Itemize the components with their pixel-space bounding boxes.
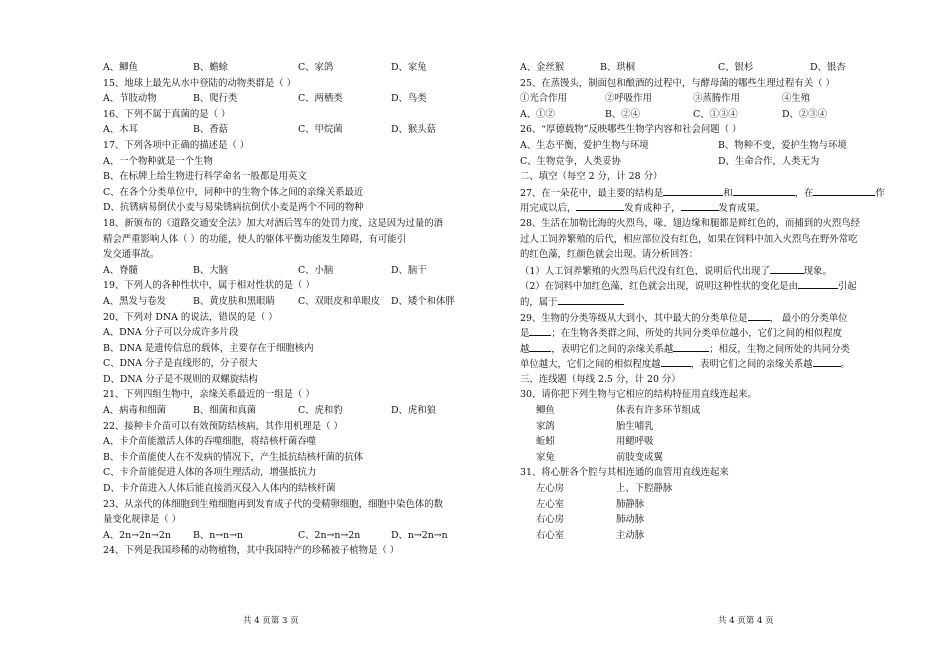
option-c: C、甲烷菌 — [298, 124, 343, 136]
q17-option-c: C、在各个分类单位中，同种中的生物个体之间的亲缘关系最近 — [103, 186, 364, 198]
q29-text: ， 最小的分类单位 — [769, 312, 848, 324]
match-left-item: 蚯蚓 — [536, 436, 555, 448]
question-29-line-3 — [520, 341, 890, 357]
q29-text: ，表明它们之间的亲缘关系越 — [551, 343, 674, 355]
option-b: B、爬行类 — [193, 93, 238, 105]
question-18-line-1: 18、新颁布的《道路交通安全法》加大对酒后驾车的处罚力度，这是因为过量的酒 — [103, 217, 444, 229]
q17-option-a: A、一个物种就是一个生物 — [103, 155, 213, 167]
q18-options — [103, 263, 473, 279]
q29-text: 29、生物的分类等级从大到小，其中最大的分类单位是 — [520, 312, 748, 324]
match-right-item: 肺动脉 — [616, 514, 645, 526]
option-b: B、蟾蜍 — [193, 62, 229, 73]
question-31: 31、将心脏各个腔与其相连通的血管用直线连起来 — [520, 467, 729, 479]
q31-match-row — [520, 497, 890, 513]
match-right-item: 体表有许多环节组成 — [616, 405, 701, 417]
option-c: C、小脑 — [298, 264, 334, 276]
question-28-sub-2-cont — [520, 294, 890, 310]
q29-text: 是 — [520, 328, 530, 340]
option-a: A、木耳 — [103, 124, 138, 136]
option-b: B、黄皮肤和黑眼睛 — [193, 295, 275, 307]
match-right-item: 主动脉 — [616, 529, 645, 541]
option-d: D、n→2n→n — [391, 529, 448, 541]
q21-options — [103, 403, 473, 419]
q30-match-row — [520, 450, 890, 466]
option-b: B、n→n→n — [193, 529, 244, 541]
option-a: A、金丝猴 — [520, 62, 565, 73]
q27-text: ，在 — [794, 187, 814, 199]
process-4: ④生殖 — [782, 93, 811, 105]
option-a: A、节肢动物 — [103, 93, 157, 105]
answer-blank[interactable] — [681, 200, 719, 211]
q27-text: 27、在一朵花中，最主要的结构是 — [520, 187, 664, 199]
process-1: ①光合作用 — [520, 93, 567, 105]
option-c: C、生物竞争，人类妥协 — [520, 155, 621, 167]
q29-text: 单位越大，它们之间的相似程度越 — [520, 359, 661, 371]
answer-blank[interactable] — [529, 325, 551, 336]
option-d: D、②③④ — [782, 108, 828, 120]
q28-text: 引起 — [837, 281, 857, 293]
q22-option-d: D、卡介苗进入人体后能直接消灭侵入人体内的结核杆菌 — [103, 483, 336, 495]
q19-options — [103, 294, 473, 310]
match-right-item: 前肢变成翼 — [616, 451, 663, 463]
question-27-line-2 — [520, 200, 890, 216]
option-c: C、2n→n→2n — [298, 529, 361, 541]
match-right-item: 胎生哺乳 — [616, 420, 654, 432]
q14-options — [103, 60, 473, 76]
q27-text: 和 — [723, 187, 733, 199]
question-28-line-3: 的红色藻，红颜色就会出现。请分析回答： — [520, 249, 699, 261]
q31-match-row — [520, 481, 890, 497]
match-left-item: 鲫鱼 — [536, 405, 555, 417]
q27-text: 作 — [875, 187, 885, 199]
q20-option-c: C、DNA 分子是直线形的，分子很大 — [103, 358, 258, 370]
page-footer-left: 共 4 页第 3 页 — [243, 616, 299, 626]
option-b: B、物种不变，爱护生物与环境 — [718, 139, 847, 151]
question-18-line-3: 发交通事故。 — [103, 249, 160, 261]
option-a: A、①② — [520, 108, 555, 120]
answer-blank[interactable] — [770, 263, 804, 274]
option-d: D、猴头菇 — [391, 124, 437, 136]
option-a: A、生态平衡，爱护生物与环境 — [520, 139, 649, 151]
q22-option-b: B、卡介苗能使人在不发病的情况下，产生抵抗结核杆菌的抗体 — [103, 451, 364, 463]
q24-options — [520, 60, 890, 76]
option-c: C、双眼皮和单眼皮 — [298, 295, 381, 307]
match-left-item: 右心室 — [536, 529, 565, 541]
question-16: 16、下列不属于真菌的是（ ） — [103, 108, 231, 120]
option-d: D、矮个和体胖 — [391, 295, 455, 307]
left-page-column — [103, 60, 473, 559]
answer-blank[interactable] — [576, 200, 624, 211]
q27-text: 发育成种子， — [624, 203, 681, 215]
question-28-sub-1 — [520, 263, 890, 279]
match-right-item: 肺静脉 — [616, 498, 645, 510]
option-d: D、家兔 — [391, 62, 427, 73]
question-28-sub-2 — [520, 278, 890, 294]
q28-text: 的，属于 — [520, 296, 558, 308]
answer-blank[interactable] — [529, 341, 551, 352]
option-b: B、细菌和真菌 — [193, 405, 257, 417]
process-3: ③蒸腾作用 — [693, 93, 740, 105]
page-footer-right: 共 4 页第 4 页 — [718, 616, 774, 626]
answer-blank[interactable] — [748, 310, 770, 321]
option-c: C、家鸽 — [298, 62, 334, 73]
answer-blank[interactable] — [673, 341, 709, 352]
q16-options — [103, 122, 473, 138]
option-b: B、香菇 — [193, 124, 229, 136]
q26-options-cd — [520, 154, 890, 170]
option-d: D、脑干 — [391, 264, 427, 276]
question-21: 21、下列四组生物中，亲缘关系最近的一组是（ ） — [103, 389, 315, 401]
option-b: B、②④ — [605, 108, 641, 120]
q30-match-row — [520, 434, 890, 450]
answer-blank[interactable] — [661, 356, 691, 367]
question-29-line-1 — [520, 310, 890, 326]
q31-match-row — [520, 528, 890, 544]
right-page-column — [520, 60, 890, 543]
question-27-line-1 — [520, 185, 890, 201]
q29-text: ，表明它们之间的亲缘关系越 — [690, 359, 813, 371]
option-a: A、2n→2n→2n — [103, 529, 171, 541]
q29-text: ；在生物各类群之间，所处的共同分类单位越小，它们之间的相似程度 — [551, 328, 843, 340]
option-d: D、生命合作，人类无为 — [718, 155, 820, 167]
match-right-item: 上、下腔静脉 — [616, 483, 673, 495]
question-20: 20、下列对 DNA 的说法，错误的是（ ） — [103, 311, 278, 323]
answer-blank[interactable] — [813, 185, 875, 196]
answer-blank[interactable] — [558, 294, 624, 305]
question-23-line-1: 23、从亲代的体细胞到生殖细胞再到发育成子代的受精卵细胞，细胞中染色体的数 — [103, 498, 444, 510]
question-28-line-2: 过人工饲养繁殖的后代，相应部位没有红色，如果在饲料中加入火烈鸟在野外常吃 — [520, 233, 858, 245]
q22-option-c: C、卡介苗能促进人体的各项生理活动，增强抵抗力 — [103, 467, 317, 479]
q22-option-a: A、卡介苗能激活人体的吞噬细胞，将结核杆菌吞噬 — [103, 436, 317, 448]
answer-blank[interactable] — [733, 185, 795, 196]
q17-option-d: D、抗锈病易倒伏小麦与易染锈病抗倒伏小麦是两个不同的物种 — [103, 202, 364, 214]
q28-text: （2）在饲料中加红色藻，红色就会出现，说明这种性状的变化是由 — [520, 281, 798, 293]
option-c: C、虎和豹 — [298, 405, 343, 417]
question-22: 22、接种卡介苗可以有效预防结核病，其作用机理是（ ） — [103, 420, 343, 432]
option-c: C、银杉 — [718, 62, 754, 73]
q25-process-list — [520, 91, 890, 107]
match-left-item: 家鸽 — [536, 420, 555, 432]
option-a: A、脊髓 — [103, 264, 138, 276]
q28-text: （1）人工饲养繁殖的火烈鸟后代没有红色，说明后代出现了 — [520, 265, 770, 277]
option-a: A、鲫鱼 — [103, 62, 138, 73]
section-2-heading: 二、填空（每空 2 分，计 28 分） — [520, 171, 663, 183]
q27-text: 发育成果。 — [718, 203, 766, 215]
match-left-item: 右心房 — [536, 514, 565, 526]
q20-option-d: D、DNA 分子是不规则的双螺旋结构 — [103, 373, 258, 385]
option-c: C、①③④ — [693, 108, 738, 120]
question-29-line-4 — [520, 356, 890, 372]
match-left-item: 左心房 — [536, 483, 565, 495]
q20-option-b: B、DNA 是遗传信息的载体，主要存在于细胞核内 — [103, 342, 314, 354]
process-2: ②呼吸作用 — [605, 93, 652, 105]
q27-text: 用完成以后， — [520, 203, 577, 215]
option-c: C、两栖类 — [298, 93, 343, 105]
q31-match-row — [520, 512, 890, 528]
match-right-item: 用鳃呼吸 — [616, 436, 654, 448]
option-b: B、大脑 — [193, 264, 229, 276]
q28-text: 现象。 — [803, 265, 832, 277]
section-3-heading: 三、连线题（每线 2.5 分，计 20 分） — [520, 373, 681, 385]
question-28-line-1: 28、生活在加勒比海的火烈鸟，喙、翅边缘和腿都是鲜红色的，而捕到的火烈鸟经 — [520, 217, 861, 229]
option-d: D、银杏 — [810, 62, 846, 73]
answer-blank[interactable] — [813, 356, 841, 367]
answer-blank[interactable] — [663, 185, 723, 196]
question-26: 26、“厚德载物”反映哪些生物学内容和社会问题（ ） — [520, 124, 742, 136]
question-30: 30、请你把下列生物与它相应的结构特征用直线连起来。 — [520, 389, 757, 401]
option-a: A、病毒和细菌 — [103, 405, 167, 417]
option-d: D、鸟类 — [391, 93, 427, 105]
q29-text: 。 — [840, 359, 850, 371]
q30-match-row — [520, 403, 890, 419]
question-23-line-2: 量变化规律是（ ） — [103, 514, 181, 526]
q25-options — [520, 107, 890, 123]
match-left-item: 家兔 — [536, 451, 555, 463]
q30-match-row — [520, 419, 890, 435]
question-18-line-2: 精会严重影响人体（ ）的功能，使人的躯体平衡功能发生障碍，有可能引 — [103, 233, 406, 245]
question-19: 19、下列人的各种性状中，属于相对性状的是（ ） — [103, 280, 315, 292]
q29-text: 越 — [520, 343, 530, 355]
question-17: 17、下列各项中正确的描述是（ ） — [103, 139, 250, 151]
option-d: D、虎和狼 — [391, 405, 437, 417]
q15-options — [103, 91, 473, 107]
question-25: 25、在蒸馒头，制面包和酿酒的过程中，与酵母菌的哪些生理过程有关（ ） — [520, 77, 835, 89]
question-24: 24、下列是我国珍稀的动物植物，其中我国特产的珍稀被子植物是（ ） — [103, 545, 400, 557]
match-left-item: 左心室 — [536, 498, 565, 510]
q23-options — [103, 528, 473, 544]
option-a: A、黑发与卷发 — [103, 295, 167, 307]
q17-option-b: B、在标牌上给生物进行科学命名一般都是用英文 — [103, 171, 307, 183]
q20-option-a: A、DNA 分子可以分成许多片段 — [103, 327, 239, 339]
q29-text: ；相反，生物之间所处的共同分类 — [709, 343, 850, 355]
option-b: B、珙桐 — [600, 62, 636, 73]
question-29-line-2 — [520, 325, 890, 341]
question-15: 15、地球上最先从水中登陆的动物类群是（ ） — [103, 77, 297, 89]
q26-options-ab — [520, 138, 890, 154]
answer-blank[interactable] — [798, 278, 838, 289]
